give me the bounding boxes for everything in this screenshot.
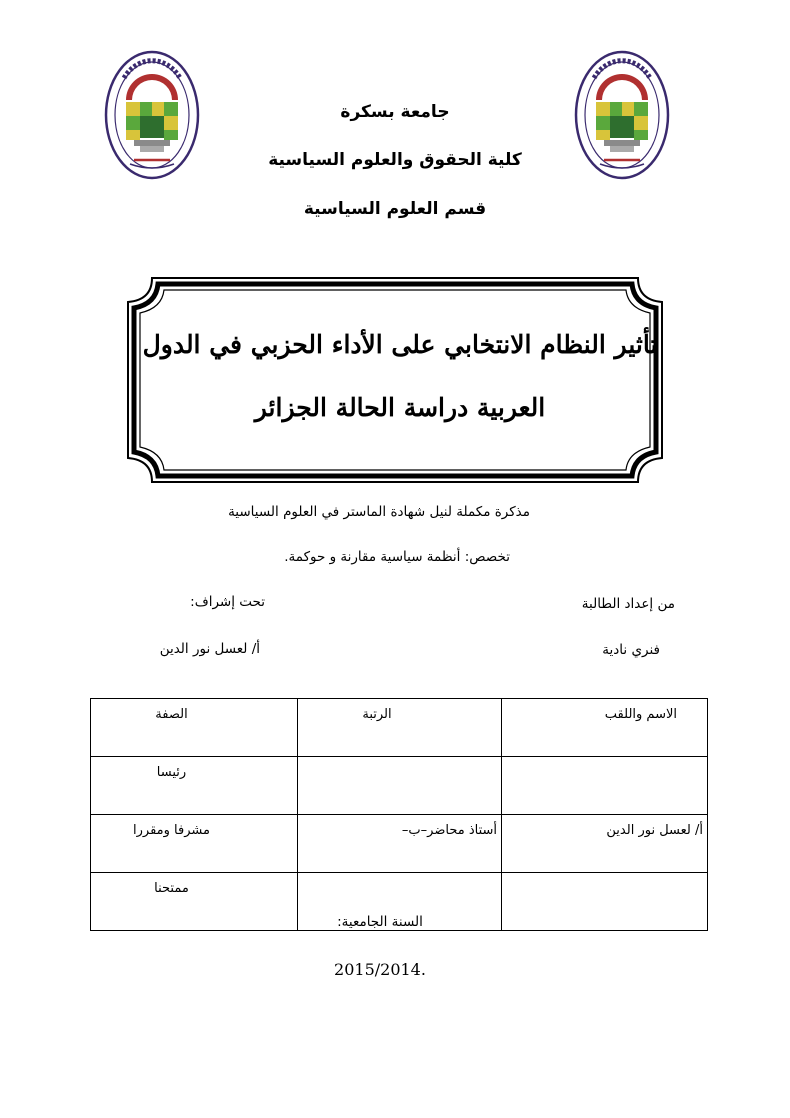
- thesis-subtitle: مذكرة مكملة لنيل شهادة الماستر في العلوم السياسية: [228, 504, 530, 520]
- prepared-by-label: من إعداد الطالبة: [581, 596, 675, 612]
- row1-role: رئيسا: [91, 757, 298, 815]
- row2-rank: أستاذ محاضر–ب–: [298, 815, 502, 873]
- supervised-by-label: تحت إشراف:: [190, 594, 265, 610]
- table-row: [91, 757, 708, 815]
- faculty-name: كلية الحقوق والعلوم السياسية: [268, 150, 522, 170]
- academic-year: .2015/2014: [334, 960, 426, 979]
- row2-role: مشرفا ومقررا: [91, 815, 298, 873]
- row2-name: أ/ لعسل نور الدين: [502, 815, 708, 873]
- row3-name: [502, 873, 708, 931]
- supervisor-name: أ/ لعسل نور الدين: [159, 641, 260, 657]
- header-role: الصفة: [91, 699, 298, 757]
- jury-table: [90, 698, 708, 931]
- student-name: فنري نادية: [602, 642, 660, 658]
- academic-year-label: السنة الجامعية:: [337, 914, 423, 930]
- thesis-title-line-1: تأثير النظام الانتخابي على الأداء الحزبي في الدول: [142, 330, 658, 359]
- thesis-title-line-2: العربية دراسة الحالة الجزائر: [254, 393, 546, 422]
- specialty: تخصص: أنظمة سياسية مقارنة و حوكمة.: [284, 549, 510, 565]
- row3-role: ممتحنا: [91, 873, 298, 931]
- table-header-row: [91, 699, 708, 757]
- row1-name: [502, 757, 708, 815]
- row1-rank: [298, 757, 502, 815]
- university-name: جامعة بسكرة: [340, 102, 450, 122]
- header-name: الاسم واللقب: [502, 699, 708, 757]
- table-row: [91, 815, 708, 873]
- title-frame: [122, 272, 668, 488]
- header-rank: الرتبة: [298, 699, 502, 757]
- department-name: قسم العلوم السياسية: [303, 199, 487, 219]
